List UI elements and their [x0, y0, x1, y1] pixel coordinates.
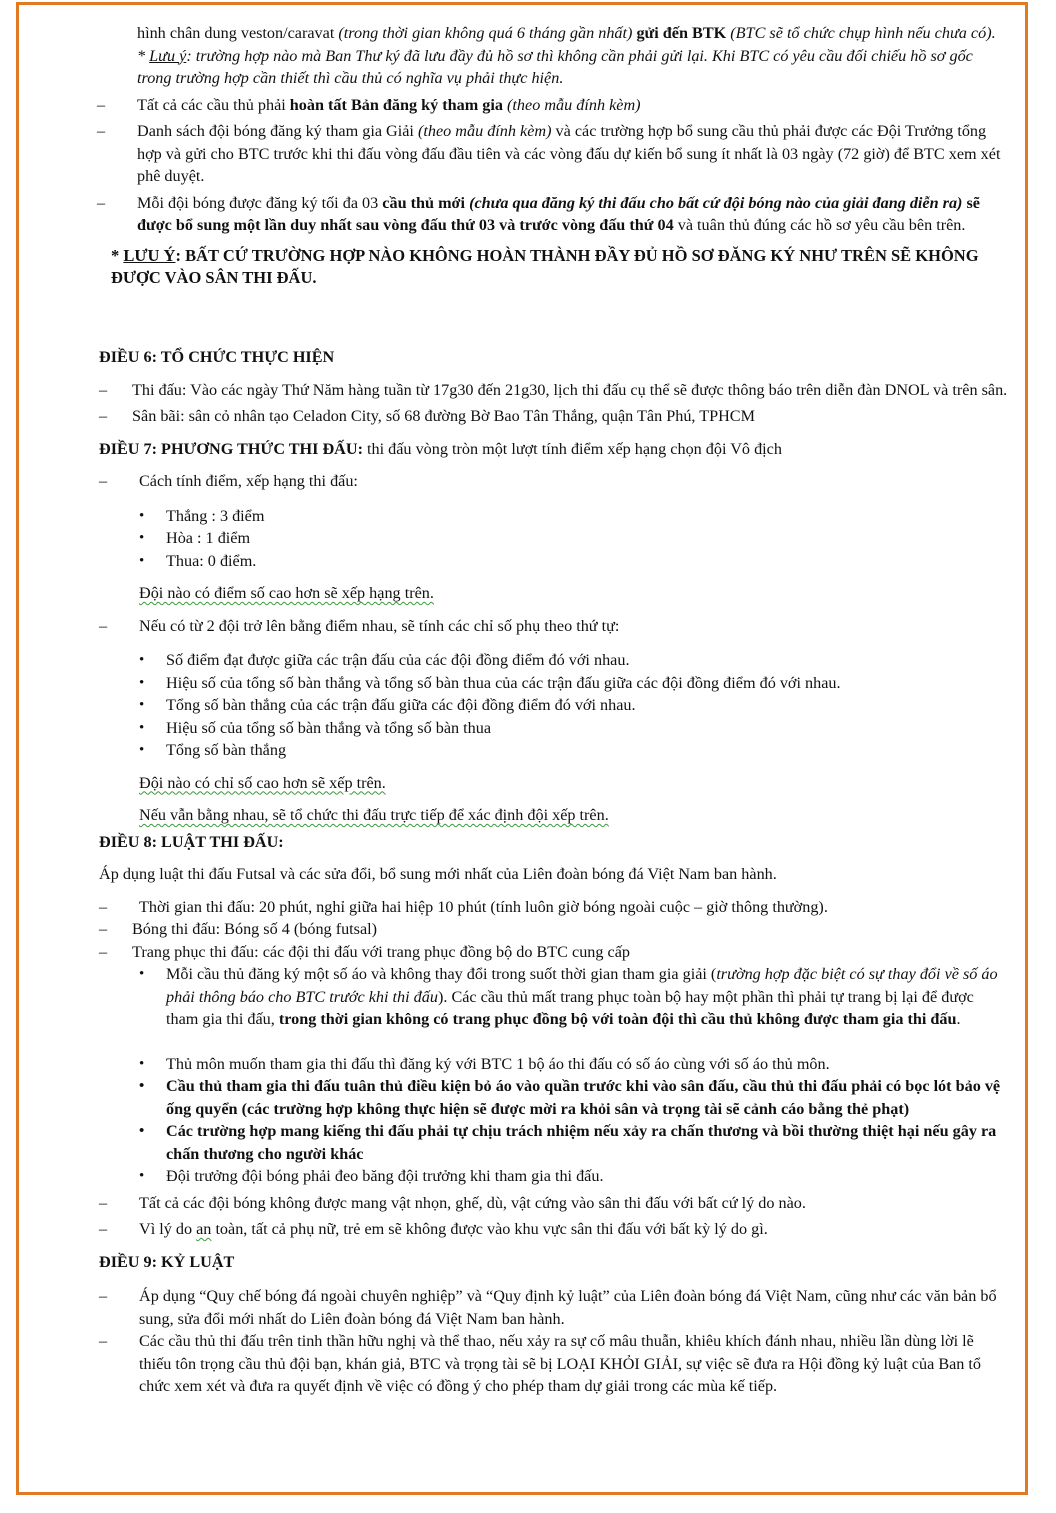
- discipline-item: – Các cầu thủ thi đấu trên tinh thần hữu nghị và thể thao, nếu xảy ra sự cố mâu thuẫn, khiêu khích đánh nhau, nhiều lần dùng lời lẽ thiếu tôn trọng cầu thủ đội bạn, khán giả, BTC và trọng tài sẽ bị LOẠI KHỎI GIẢI, sự việc sẽ đưa ra Hội đồng kỷ luật của Ban tổ chức xem xét và đưa ra quyết định về việc có đồng ý cho phép tham dự giải trong các mùa kế tiếp.: [99, 1330, 1009, 1398]
- tiebreak-list: [99, 649, 1009, 762]
- tiebreak-intro: – Nếu có từ 2 đội trở lên bằng điểm nhau, sẽ tính các chỉ số phụ theo thứ tự:: [99, 615, 1009, 638]
- list-item: • Các trường hợp mang kiếng thi đấu phải tự chịu trách nhiệm nếu xảy ra chấn thương và bồi thường thiệt hại nếu gây ra chấn thương cho người khác: [99, 1120, 1009, 1165]
- kit-rules-list: [99, 963, 1009, 1188]
- list-item: • Thắng : 3 điểm: [99, 505, 1009, 528]
- list-item: • Thua: 0 điểm.: [99, 550, 1009, 573]
- records-note: * Lưu ý: trường hợp nào mà Ban Thư ký đã lưu đầy đủ hồ sơ thì không cần phải gửi lại. Khi BTC có yêu cầu đối chiếu hồ sơ gốc trong trường hợp cần thiết thì cầu thủ có nghĩa vụ phải thực hiện.: [137, 46, 973, 87]
- list-item: • Đội trưởng đội bóng phải đeo băng đội trưởng khi tham gia thi đấu.: [99, 1165, 1009, 1188]
- article-9-title: ĐIỀU 9: KỶ LUẬT: [99, 1252, 235, 1271]
- safety-rule: – Vì lý do an toàn, tất cả phụ nữ, trẻ em sẽ không được vào khu vực sân thi đấu với bất kỳ lý do gì.: [99, 1218, 1009, 1241]
- list-item: • Thủ môn muốn tham gia thi đấu thì đăng ký với BTC 1 bộ áo thi đấu có số áo cùng với số áo thủ môn.: [99, 1053, 1009, 1076]
- article-6-item: – Sân bãi: sân cỏ nhân tạo Celadon City, số 68 đường Bờ Bao Tân Thắng, quận Tân Phú, TPHCM: [99, 405, 1009, 428]
- playoff-note: Nếu vẫn bằng nhau, sẽ tổ chức thi đấu trực tiếp để xác định đội xếp trên.: [139, 806, 609, 824]
- article-8-title: ĐIỀU 8: LUẬT THI ĐẤU:: [99, 832, 284, 851]
- registration-item: – Danh sách đội bóng đăng ký tham gia Giải (theo mẫu đính kèm) và các trường hợp bổ sung cầu thủ phải được các Đội Trưởng tổng hợp và gửi cho BTC trước khi thi đấu vòng đấu đầu tiên và các vòng đấu dự kiến bổ sung ít nhất là 03 ngày (72 giờ) để BTC xem xét phê duyệt.: [97, 120, 1009, 188]
- article-6-item: – Thi đấu: Vào các ngày Thứ Năm hàng tuần từ 17g30 đến 21g30, lịch thi đấu cụ thể sẽ được thông báo trên diễn đàn DNOL và trên sân.: [99, 379, 1009, 402]
- photo-requirement: hình chân dung veston/caravat (trong thời gian không quá 6 tháng gần nhất) gửi đến BTK (BTC sẽ tổ chức chụp hình nếu chưa có).: [137, 24, 996, 42]
- list-item: • Hiệu số của tổng số bàn thắng và tổng số bàn thua: [99, 717, 1009, 740]
- list-item: • Tổng số bàn thắng của các trận đấu giữa các đội đồng điểm đó với nhau.: [99, 694, 1009, 717]
- scoring-intro: – Cách tính điểm, xếp hạng thi đấu:: [99, 470, 1009, 493]
- registration-item: – Tất cả các cầu thủ phải hoàn tất Bản đăng ký tham gia (theo mẫu đính kèm): [97, 94, 1009, 117]
- article-8-intro: Áp dụng luật thi đấu Futsal và các sửa đổi, bổ sung mới nhất của Liên đoàn bóng đá Việt Nam ban hành.: [99, 865, 777, 883]
- higher-rank-note: Đội nào có điểm số cao hơn sẽ xếp hạng trên.: [139, 584, 434, 602]
- document-body: [97, 22, 1009, 290]
- list-item: • Mỗi cầu thủ đăng ký một số áo và không thay đổi trong suốt thời gian tham gia giải (trường hợp đặc biệt có sự thay đổi về số áo phải thông báo cho BTC trước khi thi đấu). Các cầu thủ mất trang phục toàn bộ hay một phần thì phải tự trang bị lại để được tham gia thi đấu, trong thời gian không có trang phục đồng bộ với toàn đội thì cầu thủ không được tham gia thi đấu.: [99, 963, 1009, 1031]
- match-time: – Thời gian thi đấu: 20 phút, nghỉ giữa hai hiệp 10 phút (tính luôn giờ bóng ngoài cuộc – giờ thông thường).: [99, 896, 1009, 919]
- article-6-title: ĐIỀU 6: TỔ CHỨC THỰC HIỆN: [99, 348, 335, 366]
- list-item: • Cầu thủ tham gia thi đấu tuân thủ điều kiện bỏ áo vào quần trước khi vào sân đấu, cầu thủ thi đấu phải có bọc lót bảo vệ ống quyển (các trường hợp không thực hiện sẽ được mời ra khỏi sân và trọng tài sẽ cảnh cáo bằng thẻ phạt): [99, 1075, 1009, 1120]
- list-item: • Tổng số bàn thắng: [99, 739, 1009, 762]
- list-item: • Số điểm đạt được giữa các trận đấu của các đội đồng điểm đó với nhau.: [99, 649, 1009, 672]
- match-ball: – Bóng thi đấu: Bóng số 4 (bóng futsal): [99, 918, 1009, 941]
- list-item: • Hiệu số của tổng số bàn thắng và tổng số bàn thua của các trận đấu giữa các đội đồng điểm đó với nhau.: [99, 672, 1009, 695]
- registration-warning: * LƯU Ý: BẤT CỨ TRƯỜNG HỢP NÀO KHÔNG HOÀN THÀNH ĐẦY ĐỦ HỒ SƠ ĐĂNG KÝ NHƯ TRÊN SẼ KHÔNG ĐƯỢC VÀO SÂN THI ĐẤU.: [111, 245, 979, 287]
- points-list: [99, 505, 1009, 573]
- discipline-item: – Áp dụng “Quy chế bóng đá ngoài chuyên nghiệp” và “Quy định kỷ luật” của Liên đoàn bóng đá Việt Nam, cũng như các văn bản bổ sung, sửa đổi mới nhất do Liên đoàn bóng đá Việt Nam ban hành.: [99, 1285, 1009, 1330]
- article-7-title: ĐIỀU 7: PHƯƠNG THỨC THI ĐẤU: thi đấu vòng tròn một lượt tính điểm xếp hạng chọn đội Vô địch: [99, 439, 782, 458]
- registration-item: – Mỗi đội bóng được đăng ký tối đa 03 cầu thủ mới (chưa qua đăng ký thi đấu cho bất cứ đội bóng nào của giải đang diễn ra) sẽ được bổ sung một lần duy nhất sau vòng đấu thứ 03 và trước vòng đấu thứ 04 và tuân thủ đúng các hồ sơ yêu cầu bên trên.: [97, 192, 1009, 237]
- higher-index-note: Đội nào có chỉ số cao hơn sẽ xếp trên.: [139, 773, 386, 792]
- objects-rule: – Tất cả các đội bóng không được mang vật nhọn, ghế, dù, vật cứng vào sân thi đấu với bất cứ lý do nào.: [99, 1192, 1009, 1215]
- list-item: • Hòa : 1 điểm: [99, 527, 1009, 550]
- match-kit: – Trang phục thi đấu: các đội thi đấu với trang phục đồng bộ do BTC cung cấp: [99, 941, 1009, 964]
- articles: [99, 346, 1009, 1398]
